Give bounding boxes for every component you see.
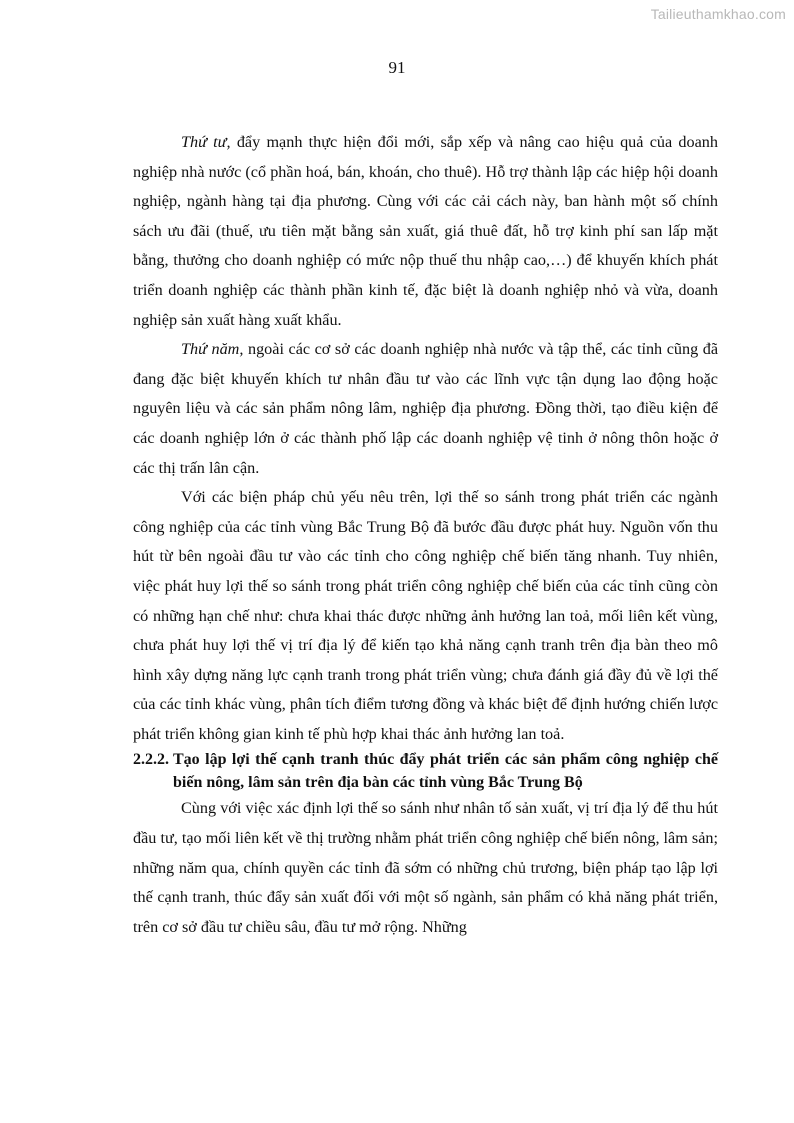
paragraph-final	[133, 794, 718, 942]
section-title: Tạo lập lợi thế cạnh tranh thúc đẩy phát triển các sản phẩm công nghiệp chế biến nông, lâm sản trên địa bàn các tỉnh vùng Bắc Trung Bộ	[173, 751, 718, 791]
section-heading	[133, 749, 718, 794]
paragraph-text: đẩy mạnh thực hiện đổi mới, sắp xếp và nâng cao hiệu quả của doanh nghiệp nhà nước (cổ phần hoá, bán, khoán, cho thuê). Hỗ trợ thành lập các hiệp hội doanh nghiệp, ngành hàng tại địa phương. Cùng với các cải cách này, ban hành một số chính sách ưu đãi (thuế, ưu tiên mặt bằng sản xuất, giá thuê đất, hỗ trợ kinh phí san lấp mặt bằng, thưởng cho doanh nghiệp có mức nộp thuế thu nhập cao,…) để khuyến khích phát triển doanh nghiệp các thành phần kinh tế, đặc biệt là doanh nghiệp nhỏ và vừa, doanh nghiệp sản xuất hàng xuất khẩu.	[133, 133, 718, 329]
paragraph-thu-tu	[133, 128, 718, 335]
paragraph-text: Với các biện pháp chủ yếu nêu trên, lợi thế so sánh trong phát triển các ngành công nghiệp của các tỉnh vùng Bắc Trung Bộ đã bước đầu được phát huy. Nguồn vốn thu hút từ bên ngoài đầu tư vào các tỉnh cho công nghiệp chế biến tăng nhanh. Tuy nhiên, việc phát huy lợi thế so sánh trong phát triển công nghiệp chế biến của các tỉnh cũng còn có những hạn chế như: chưa khai thác được những ảnh hưởng lan toả, mối liên kết vùng, chưa phát huy lợi thế vị trí địa lý để kiến tạo khả năng cạnh tranh trên địa bàn theo mô hình xây dựng năng lực cạnh tranh trong phát triển vùng; chưa đánh giá đầy đủ về lợi thế của các tỉnh khác vùng, phân tích điểm tương đồng và khác biệt để định hướng chiến lược phát triển không gian kinh tế phù hợp khai thác ảnh hưởng lan toả.	[133, 488, 718, 743]
document-body	[133, 128, 718, 942]
paragraph-summary	[133, 483, 718, 749]
paragraph-text: Cùng với việc xác định lợi thế so sánh như nhân tố sản xuất, vị trí địa lý để thu hút đầu tư, tạo mối liên kết về thị trường nhằm phát triển công nghiệp chế biến nông, lâm sản; những năm qua, chính quyền các tỉnh đã sớm có những chủ trương, biện pháp tạo lập lợi thế cạnh tranh, thúc đẩy sản xuất đối với một số ngành, sản phẩm có khả năng phát triển, trên cơ sở đầu tư chiều sâu, đầu tư mở rộng. Những	[133, 799, 718, 936]
section-number: 2.2.2.	[133, 751, 169, 769]
paragraph-lead: Thứ năm,	[181, 340, 244, 359]
paragraph-lead: Thứ tư,	[181, 133, 231, 151]
paragraph-thu-nam	[133, 335, 718, 483]
paragraph-text: ngoài các cơ sở các doanh nghiệp nhà nước và tập thể, các tỉnh cũng đã đang đặc biệt khuyến khích tư nhân đầu tư vào các lĩnh vực tận dụng lao động hoặc nguyên liệu và các sản phẩm nông lâm, nghiệp địa phương. Đồng thời, tạo điều kiện để các doanh nghiệp lớn ở các thành phố lập các doanh nghiệp vệ tinh ở nông thôn hoặc ở các thị trấn lân cận.	[133, 340, 718, 477]
page-number: 91	[388, 58, 406, 77]
watermark: Tailieuthamkhao.com	[650, 6, 786, 22]
